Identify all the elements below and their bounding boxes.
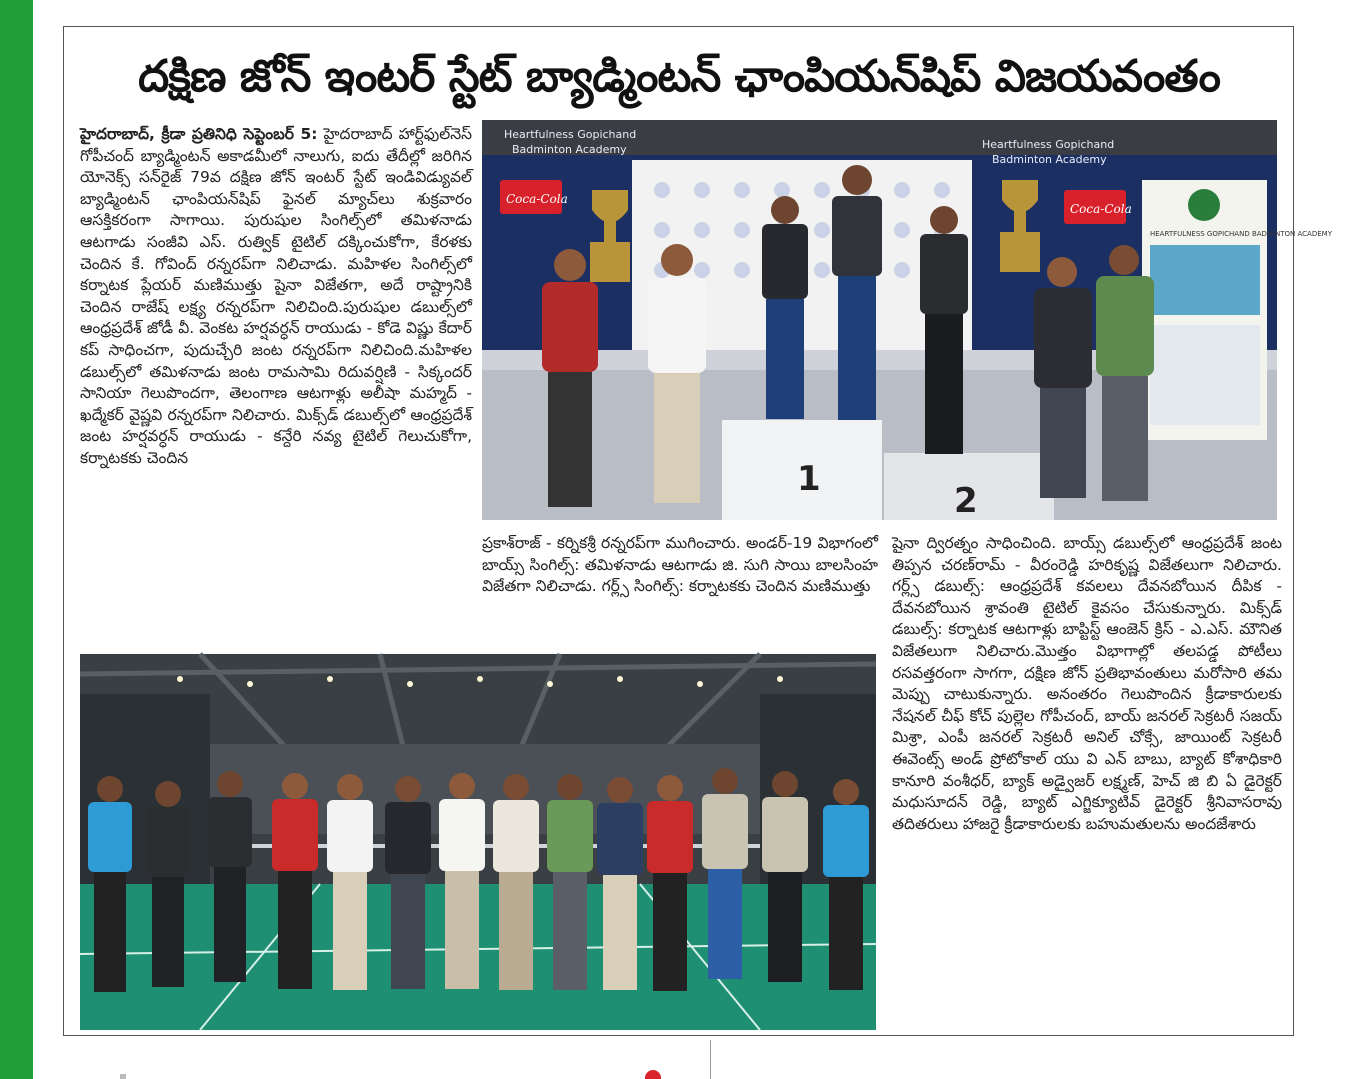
podium-ceremony-photo <box>482 120 1332 521</box>
sponsor-logo-left: Coca-Cola <box>506 192 568 206</box>
article-col2-body: ప్రకాశ్‌రాజ్ - కర్నికశ్రీ రన్నరప్‌గా ముగించారు. అండర్-19 విభాగంలో బాయ్స్ సింగిల్స్: తమిళనాడు ఆటగాడు జి. సుగి సాయి బాలసింహ విజేతగా నిలిచాడు. గర్ల్స్ సింగిల్స్: కర్నాటకకు చెందిన మణిముత్తు <box>482 534 878 596</box>
footer-gray-mark <box>120 1074 126 1079</box>
banner-right-line2: Badminton Academy <box>992 153 1107 166</box>
podium-number-2: 2 <box>954 481 978 521</box>
headline: దక్షిణ జోన్ ఇంటర్ స్టేట్ బ్యాడ్మింటన్ ఛాంపియన్‌షిప్ విజయవంతం <box>138 51 1220 102</box>
article-column-2 <box>482 533 878 653</box>
footer-red-mark <box>645 1070 661 1079</box>
podium-number-1: 1 <box>797 459 821 499</box>
standee-title: HEARTFULNESS GOPICHAND BADMINTON ACADEMY <box>1150 230 1332 238</box>
sponsor-logo-right: Coca-Cola <box>1070 202 1132 216</box>
article-column-3 <box>892 533 1282 1023</box>
left-green-margin-bar <box>0 0 33 1079</box>
dateline: హైదరాబాద్, క్రీడా ప్రతినిధి సెప్టెంబర్ 5: <box>80 125 318 143</box>
article-col1-body: హైదరాబాద్ హార్ట్‌ఫుల్‌నెస్ గోపీచంద్ బ్యాడ్మింటన్ అకాడమీలో నాలుగు, ఐదు తేదీల్లో జరిగిన యోనెక్స్ సన్‌రైజ్ 79వ దక్షిణ జోన్ ఇంటర్ స్టేట్ ఇండివిడ్యువల్ బ్యాడ్మింటన్ ఛాంపియన్‌షిప్ ఫైనల్ మ్యాచ్‌లు శుక్రవారం ఆసక్తికరంగా సాగాయి. పురుషుల సింగిల్స్‌లో తమిళనాడు ఆటగాడు సంజీవి ఎస్. రుత్విక్ టైటిల్ దక్కించుకోగా, కేరళకు చెందిన కే. గోవింద్ రన్నరప్‌గా నిలిచాడు. మహిళల సింగిల్స్‌లో కర్నాటక ప్లేయర్ మణిముత్తు షైనా విజేతగా, అదే రాష్ట్రానికి చెందిన రాజేష్ లక్ష్య రన్నరప్‌గా నిలిచింది.పురుషుల డబుల్స్‌లో ఆంధ్రప్రదేశ్ జోడీ వీ. వెంకట హర్షవర్ధన్ రాయుడు - కోడె విష్ణు కేదార్ కప్ సాధించగా, పుదుచ్చేరి జంట రన్నరప్‌గా నిలిచింది.మహిళల డబుల్స్‌లో తమిళనాడు జంట రామసామి రిదువర్షిణి - సిక్కందర్ సానియా గెలుపొందగా, తెలంగాణ ఆటగాళ్లు అలీషా మహ్మద్ - ఖద్మేకర్ వైష్ణవి రన్నరప్‌గా నిలిచారు. మిక్స్‌డ్ డబుల్స్‌లో ఆంధ్రప్రదేశ్ జంట హర్షవర్ధన్ రాయుడు - కన్దేరి నవ్య టైటిల్ గెలుచుకోగా, కర్నాటకకు చెందిన <box>80 125 473 467</box>
article-col3-body: షైనా ద్విరత్నం సాధించింది. బాయ్స్ డబుల్స్‌లో ఆంధ్రప్రదేశ్ జంట తిప్పన చరణ్‌రామ్ - వీరంరెడ్డి హరికృష్ణ విజేతలుగా నిలిచారు. గర్ల్స్ డబుల్స్: ఆంధ్రప్రదేశ్ కవలలు దేవనబోయిన దీపిక - దేవనబోయిన శ్రావంతి టైటిల్ కైవసం చేసుకున్నారు. మిక్స్‌డ్ డబుల్స్: కర్నాటక ఆటగాళ్లు బాప్టిస్ట్ ఆంజెన్ క్రిస్ - ఎ.ఎస్. మౌనిత విజేతలుగా నిలిచారు.మొత్తం విభాగాల్లో తలపడ్డ పోటీలు రసవత్తరంగా సాగగా, దక్షిణ జోన్ ప్రతిభావంతులు మరోసారి తమ మెప్పు చాటుకున్నారు. అనంతరం గెలుపొందిన క్రీడాకారులకు నేషనల్ చీఫ్ కోచ్ పుల్లెల గోపీచంద్, బాయ్ జనరల్ సెక్రటరీ సజయ్ మిశ్రా, ఎంపీ జనరల్ సెక్రటరీ అనిల్ చోక్సే, జాయింట్ సెక్రటరీ ఈవెంట్స్ అండ్ ప్రోటోకాల్ యు వి ఎన్ బాబు, బ్యాట్ కోశాధికారి కానూరి వంశీధర్, బ్యాక్ అడ్వైజర్ లక్ష్మణ్, హెచ్ జి బి ఏ డైరెక్టర్ మధుసూదన్ రెడ్డి, బ్యాట్ ఎగ్జిక్యూటివ్ డైరెక్టర్ శ్రీనివాసరావు తదితరులు హాజరై క్రీడాకారులకు బహుమతులను అందజేశారు <box>892 534 1282 833</box>
footer-column-rule <box>710 1040 711 1079</box>
banner-left-line2: Badminton Academy <box>512 143 627 156</box>
banner-left-line1: Heartfulness Gopichand <box>504 128 637 141</box>
group-photo-court <box>80 654 876 1030</box>
banner-right-line1: Heartfulness Gopichand <box>982 138 1115 151</box>
article-column-1 <box>80 124 472 630</box>
